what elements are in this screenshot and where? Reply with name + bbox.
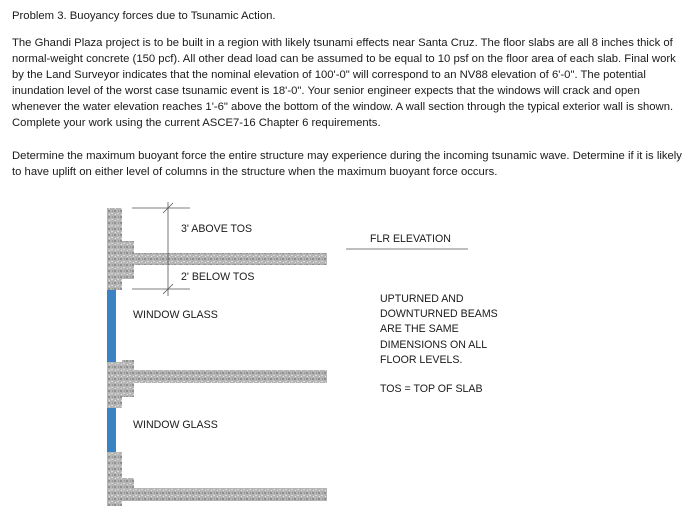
upturned-beam-bottom	[122, 478, 134, 488]
tos-definition: TOS = TOP OF SLAB	[380, 383, 483, 395]
downturned-beam-middle	[122, 383, 134, 397]
note-line: ARE THE SAME	[380, 323, 459, 336]
window-glass-upper	[107, 290, 116, 362]
task-paragraph: Determine the maximum buoyant force the entire structure may experience during the incoming tsunamic wave. Determine if it is likely to have uplift on either level of columns in the structure when the maximum buoyant force occurs.	[12, 150, 682, 178]
note-line: DIMENSIONS ON ALL	[380, 338, 488, 351]
window-glass-lower	[107, 408, 116, 452]
note-line: DOWNTURNED BEAMS	[380, 308, 498, 321]
problem-paragraph: The Ghandi Plaza project is to be built in a region with likely tsunami effects near Santa Cruz. The floor slabs are all 8 inches thick of normal-weight concrete (150 pcf). All other dead load can be assumed to be equal to 10 psf on the floor area of each slab. Final work by the Land Surveyor indicates that the nominal elevation of 100'-0" will correspond to an NV88 elevation of 6'-0". The potential inundation level of the worst case tsunamic event is 18'-0". Your senior engineer expects that the windows will crack and open whenever the water elevation reaches 1'-6" above the bottom of the window. A wall section through the typical exterior wall is shown. Complete your work using the current ASCE7-16 Chapter 6 requirements.	[12, 37, 676, 129]
beam-note	[380, 292, 520, 368]
floor-slab-bottom	[107, 488, 327, 501]
note-line: UPTURNED AND	[380, 293, 464, 305]
upturned-beam-upper	[122, 241, 134, 253]
wall-segment-middle	[107, 362, 122, 408]
problem-title: Problem 3. Buoyancy forces due to Tsunamic Action.	[12, 10, 276, 22]
floor-slab-upper	[107, 253, 327, 265]
floor-slab-middle	[107, 370, 327, 383]
note-line: FLOOR LEVELS.	[380, 353, 463, 366]
window-label-lower: WINDOW GLASS	[133, 419, 218, 431]
downturned-beam-upper	[122, 265, 134, 279]
dimension-label-below: 2' BELOW TOS	[181, 271, 255, 283]
floor-elevation-label: FLR ELEVATION	[370, 233, 451, 245]
upturned-beam-middle	[122, 360, 134, 370]
wall-segment-top	[107, 208, 122, 290]
dimension-label-above: 3' ABOVE TOS	[181, 223, 253, 235]
window-label-upper: WINDOW GLASS	[133, 309, 218, 321]
